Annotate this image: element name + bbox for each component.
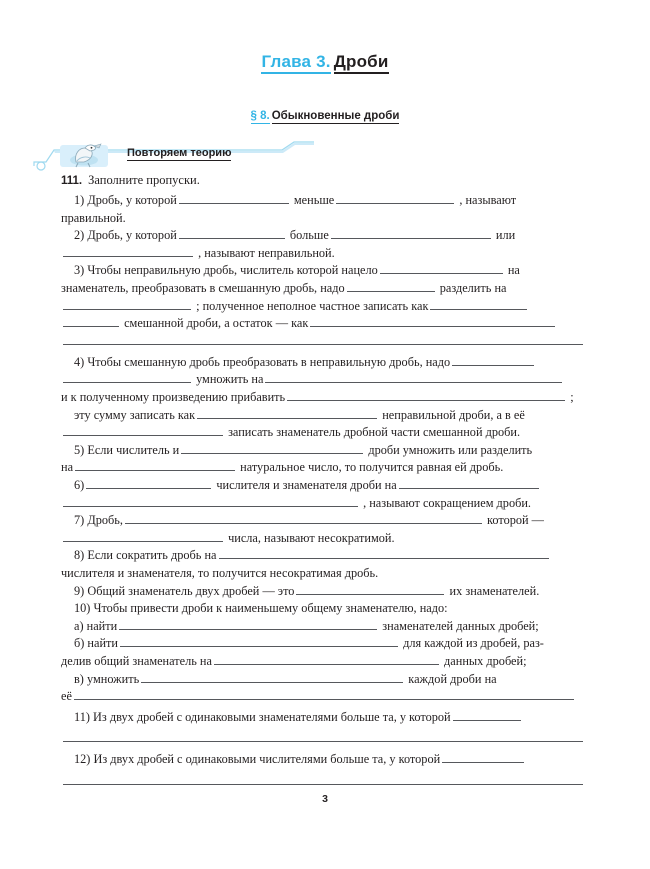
exercise-heading — [61, 172, 583, 190]
line-text: , называют сокращением дроби. — [360, 495, 532, 510]
blank-answer-field[interactable] — [63, 298, 191, 310]
text-line — [61, 547, 583, 565]
line-text: умножить на — [193, 372, 264, 387]
line-text: 9) Общий знаменатель двух дробей — это — [74, 583, 295, 598]
blank-answer-field[interactable] — [125, 512, 482, 524]
text-line — [61, 730, 583, 748]
line-text: или — [492, 228, 516, 243]
line-text: на — [504, 263, 520, 278]
text-line — [61, 751, 583, 769]
blank-answer-field[interactable] — [141, 671, 403, 683]
line-text: ; — [567, 390, 574, 405]
line-text: каждой дроби на — [405, 671, 497, 686]
text-line — [61, 600, 583, 618]
chapter-number: Глава 3. — [261, 52, 330, 74]
text-line — [61, 442, 583, 460]
line-text: разделить на — [436, 280, 507, 295]
blank-answer-field[interactable] — [119, 618, 377, 630]
blank-answer-field[interactable] — [399, 477, 539, 489]
line-text: неправильной дроби, а в её — [379, 407, 525, 422]
blank-answer-field[interactable] — [331, 227, 491, 239]
line-text: натуральное число, то получится равная ей дробь. — [237, 460, 504, 475]
line-text: эту сумму записать как — [74, 407, 196, 422]
text-line — [61, 280, 583, 298]
line-text: знаменатель, преобразовать в смешанную дробь, надо — [61, 280, 345, 295]
line-text: данных дробей; — [440, 653, 527, 668]
blank-answer-field[interactable] — [214, 653, 439, 665]
line-text: 12) Из двух дробей с одинаковыми числителями больше та, у которой — [74, 752, 441, 767]
text-line — [61, 709, 583, 727]
exercise-111 — [61, 172, 583, 790]
line-text: на — [61, 460, 74, 475]
blank-answer-field[interactable] — [120, 635, 398, 647]
page-number: 3 — [322, 793, 328, 805]
line-text: больше — [286, 228, 329, 243]
blank-answer-field[interactable] — [336, 192, 454, 204]
line-text: ; полученное неполное частное записать как — [193, 298, 429, 313]
text-line — [61, 424, 583, 442]
line-text: для каждой из дробей, раз- — [400, 636, 544, 651]
line-text: 3) Чтобы неправильную дробь, числитель которой нацело — [74, 263, 378, 278]
blank-answer-field[interactable] — [63, 245, 193, 257]
line-text: 10) Чтобы привести дроби к наименьшему общему знаменателю, надо: — [74, 601, 448, 616]
line-text: , называют неправильной. — [195, 245, 335, 260]
line-text: , называют — [456, 193, 517, 207]
blank-answer-field[interactable] — [179, 192, 289, 204]
text-line — [61, 653, 583, 671]
text-line — [61, 354, 583, 372]
blank-answer-field[interactable] — [197, 407, 377, 419]
line-text: и к полученному произведению прибавить — [61, 390, 286, 405]
blank-answer-field[interactable] — [380, 262, 503, 274]
line-text: делив общий знаменатель на — [61, 653, 212, 668]
line-text: их знаменателей. — [446, 583, 540, 598]
line-text: числителя и знаменателя дроби на — [213, 478, 397, 492]
text-line — [61, 671, 583, 689]
text-line — [61, 210, 583, 228]
line-text: б) найти — [74, 636, 118, 651]
line-text: 4) Чтобы смешанную дробь преобразовать в неправильную дробь, надо — [74, 354, 451, 369]
line-text: 2) Дробь, у которой — [74, 228, 177, 243]
section-number: § 8. — [250, 110, 270, 122]
line-text: а) найти — [74, 618, 118, 633]
blank-answer-field[interactable] — [442, 751, 524, 763]
text-line — [61, 565, 583, 583]
line-text: её — [61, 689, 72, 704]
line-text: 5) Если числитель и — [74, 442, 180, 457]
text-line — [61, 583, 583, 601]
blank-answer-field[interactable] — [63, 371, 191, 383]
blank-answer-field[interactable] — [296, 583, 444, 595]
line-text: которой — — [483, 513, 544, 528]
blank-answer-field[interactable] — [287, 389, 565, 401]
blank-answer-field[interactable] — [179, 227, 285, 239]
text-line — [61, 618, 583, 636]
blank-answer-field[interactable] — [310, 315, 555, 327]
line-text: дроби умножить или разделить — [365, 442, 533, 457]
text-line — [61, 298, 583, 316]
line-text: знаменателей данных дробей; — [379, 618, 539, 633]
line-text: правильной. — [61, 210, 126, 225]
blank-answer-field[interactable] — [75, 459, 235, 471]
text-line — [61, 773, 583, 791]
blank-answer-field[interactable] — [63, 730, 583, 742]
blank-answer-field[interactable] — [63, 530, 223, 542]
text-line — [61, 635, 583, 653]
text-line — [61, 389, 583, 407]
blank-answer-field[interactable] — [265, 371, 562, 383]
text-line — [61, 688, 583, 706]
chapter-name: Дроби — [334, 52, 389, 74]
text-line — [61, 512, 583, 530]
line-text: числителя и знаменателя, то получится несократимая дробь. — [61, 565, 379, 580]
blank-answer-field[interactable] — [63, 424, 223, 436]
fill-in-blank-lines — [61, 192, 583, 790]
blank-answer-field[interactable] — [430, 298, 527, 310]
text-line — [61, 192, 583, 210]
text-line — [61, 530, 583, 548]
blank-answer-field[interactable] — [63, 495, 358, 507]
text-line — [61, 333, 583, 351]
line-text: числа, называют несократимой. — [225, 530, 395, 545]
line-text: записать знаменатель дробной части смешанной дроби. — [225, 425, 521, 440]
blank-answer-field[interactable] — [347, 280, 435, 292]
blank-answer-field[interactable] — [74, 688, 574, 700]
exercise-number: 111. — [61, 175, 83, 187]
line-text: меньше — [290, 193, 335, 207]
text-line — [61, 407, 583, 425]
blank-answer-field[interactable] — [181, 442, 363, 454]
line-text: смешанной дроби, а остаток — как — [121, 316, 309, 331]
blank-answer-field[interactable] — [63, 773, 583, 785]
line-text: 8) Если сократить дробь на — [74, 548, 217, 563]
text-line — [61, 227, 583, 245]
text-line — [61, 495, 583, 513]
text-line — [61, 371, 583, 389]
line-text: 7) Дробь, — [74, 513, 123, 528]
blank-answer-field[interactable] — [63, 315, 119, 327]
section-title — [0, 110, 650, 122]
blank-answer-field[interactable] — [452, 354, 534, 366]
blank-answer-field[interactable] — [219, 547, 549, 559]
blank-answer-field[interactable] — [453, 709, 521, 721]
chapter-title — [0, 52, 650, 72]
line-text: 1) Дробь, у которой — [74, 193, 177, 207]
line-text: 11) Из двух дробей с одинаковыми знаменателями больше та, у которой — [74, 710, 451, 725]
text-line — [61, 459, 583, 477]
line-text: в) умножить — [74, 671, 140, 686]
section-name: Обыкновенные дроби — [271, 110, 400, 122]
text-line — [61, 477, 583, 495]
exercise-instruction: Заполните пропуски. — [88, 173, 200, 187]
text-line — [61, 262, 583, 280]
text-line — [61, 315, 583, 333]
text-line — [61, 245, 583, 263]
line-text: 6) — [74, 478, 85, 492]
blank-answer-field[interactable] — [86, 477, 211, 489]
blank-answer-field[interactable] — [63, 333, 583, 345]
theory-banner-label: Повторяем теорию — [127, 147, 232, 159]
theory-banner — [32, 141, 314, 171]
